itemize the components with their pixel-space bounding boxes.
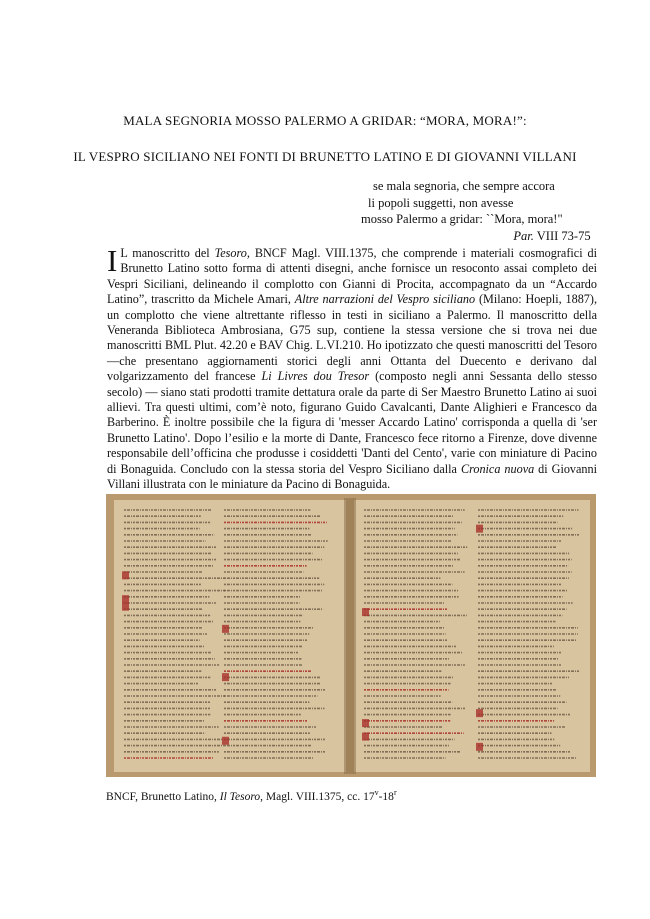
body-segment-3: (Milano: Hoepli, 1887), un complotto che viene altrettante riflesso in testi in siciliano a Palermo. Il manoscritto della Veneranda Biblioteca Ambrosiana, G75 sup, contiene la stessa versione che si trova nei due manoscritti BML Plut. 42.20 e BAV Chig. L.VI.210. Ho ipotizzato che questi manoscritti del Tesoro—che presentano aggiornamenti storici degli anni Ottanta del Duecento e derivano dal volgarizzamento del francese [107, 292, 597, 384]
rubric-initial [476, 743, 483, 751]
epigraph-line-2: li popoli suggetti, non avesse [368, 195, 514, 210]
caption-part-3: -18 [378, 790, 394, 803]
rubric-initial [362, 608, 369, 616]
epigraph [361, 178, 591, 244]
caption-part-2: , Magl. VIII.1375, cc. 17 [260, 790, 375, 803]
caption-sup-1: v [374, 788, 379, 797]
epigraph-ref-work: Par. [513, 228, 534, 243]
manuscript-image [106, 494, 596, 777]
rubric-initial [476, 709, 483, 717]
body-segment-2: BNCF Magl. VIII.1375, che comprende i materiali cosmografici di Brunetto Latino sotto forma di attenti disegni, anche fornisce un resoconto assai completo dei Vespri Siciliani, delineando il complotto con Gianni di Procita, accompagnato da un “Accardo Latino”, trascritto da Michele Amari, [107, 246, 597, 307]
rubric-initial [222, 673, 229, 681]
manuscript-illustration [106, 494, 596, 777]
rubric-initial [222, 737, 229, 745]
caption-sup-2: r [393, 788, 397, 797]
title-line-2: IL VESPRO SICILIANO NEI FONTI DI BRUNETTO LATINO E DI GIOVANNI VILLANI [73, 149, 577, 164]
caption-part-1: BNCF, Brunetto Latino, [106, 790, 220, 803]
gutter-fold [344, 498, 356, 774]
epigraph-ref-location: VIII 73-75 [533, 228, 591, 243]
rubric-initial [122, 595, 129, 603]
figure-caption [106, 788, 397, 803]
rubric-initial [476, 525, 483, 533]
title-line-1: MALA SEGNORIA MOSSO PALERMO A GRIDAR: “MORA, MORA!”: [123, 113, 527, 128]
body-segment-4: (composto negli anni Sessanta dello stesso secolo) — siano stati prodotti tramite dettatura orale da parte di Ser Maestro Brunetto Latino ai suoi allievi. Tra questi ultimi, com’è noto, figurano Guido Cavalcanti, Dante Alighieri e Francesco da Barberino. È inoltre possibile che la figura di 'messer Accardo Latino' corrisponda a quella di 'ser Brunetto Latino'. Dopo l’esilio e la morte di Dante, Francesco fece ritorno a Firenze, dove divenne responsabile dell’officina che produsse i cosiddetti 'Danti del Cento', varie con miniature di Pacino di Bonaguida. Concludo con la stessa storia del Vespro Siciliano dalla [107, 369, 597, 476]
body-italic-4: Cronica nuova [460, 461, 535, 476]
drop-cap: I [107, 243, 118, 278]
epigraph-reference [373, 228, 591, 245]
epigraph-line-3: mosso Palermo a gridar: ``Mora, mora!" [361, 212, 563, 226]
body-paragraph [107, 243, 598, 493]
epigraph-line-1: se mala segnoria, che sempre accora [373, 179, 555, 193]
body-segment-1: L manoscritto del [120, 246, 215, 260]
body-italic-2: Altre narrazioni del Vespro siciliano [294, 292, 476, 307]
rubric-initial [222, 625, 229, 633]
rubric-initial [362, 719, 369, 727]
caption-italic: Il Tesoro [219, 790, 261, 803]
body-segment-5: di Giovanni Villani illustrata con le miniature da Pacino di Bonaguida. [107, 461, 598, 492]
rubric-initial [122, 603, 129, 611]
body-italic-1: Tesoro, [214, 246, 250, 260]
body-italic-3: Li Livres dou Tresor [261, 369, 370, 384]
rubric-initial [122, 571, 129, 579]
rubric-initial [362, 733, 369, 741]
